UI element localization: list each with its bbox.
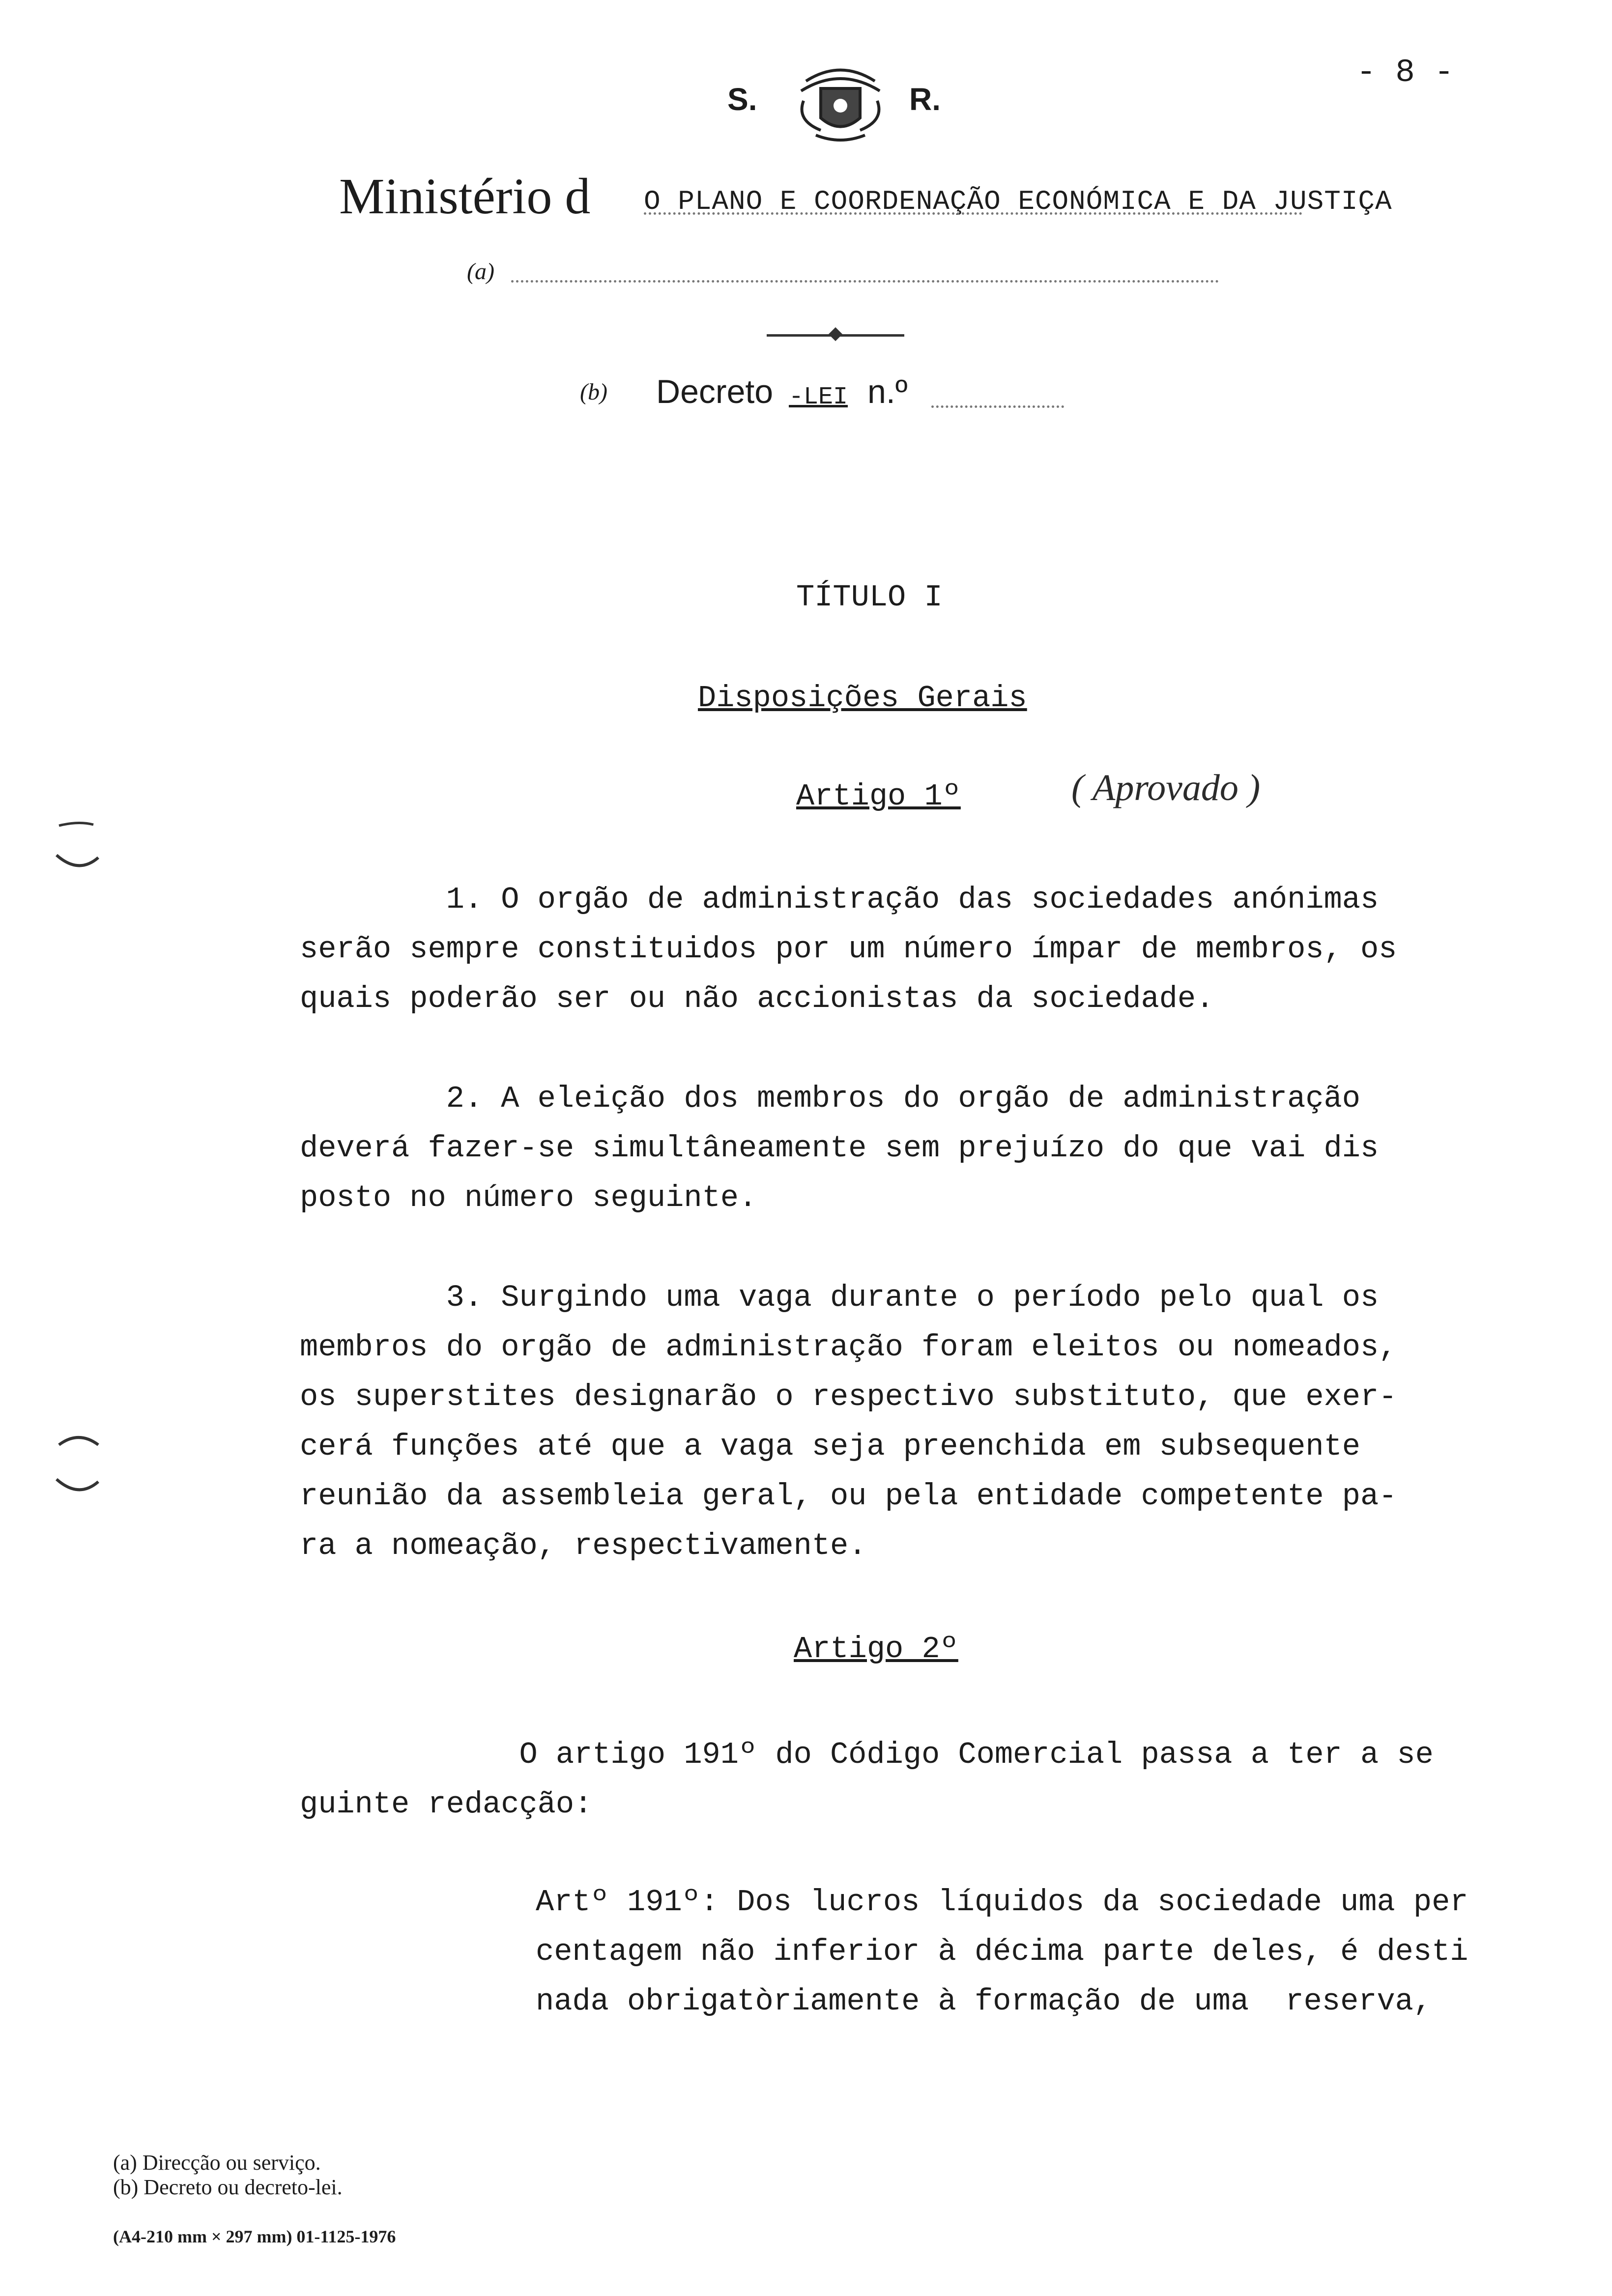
handwritten-note: ( Aprovado )	[1071, 767, 1261, 808]
state-initial-right: R.	[909, 82, 941, 117]
coat-of-arms-icon	[791, 61, 890, 145]
ministry-name: O PLANO E COORDENAÇÃO ECONÓMICA E DA JUSTIÇA	[644, 186, 1392, 217]
article-2-quote: Artº 191º: Dos lucros líquidos da sociedade uma per centagem não inferior à décima parte deles, é desti nada obrigatòriamente à formação de uma reserva,	[536, 1885, 1468, 2019]
footnote-a: (a) Direcção ou serviço.	[113, 2151, 321, 2175]
decree-label: Decreto	[656, 373, 774, 410]
field-a-label: (a)	[467, 258, 494, 285]
title-heading: TÍTULO I	[796, 580, 943, 615]
decree-type: -LEI	[789, 383, 848, 411]
article-1-paragraph-1: 1. O orgão de administração das sociedades anónimas serão sempre constituidos por um número ímpar de membros, os quais poderão ser ou não accionistas da sociedade.	[300, 882, 1397, 1016]
state-initial-left: S.	[727, 82, 757, 117]
subtitle-heading: Disposições Gerais	[698, 681, 1027, 716]
field-b-label: (b)	[580, 379, 607, 405]
decree-number-line	[931, 405, 1064, 408]
article-1-heading: Artigo 1º	[796, 779, 961, 814]
footnote-b: (b) Decreto ou decreto-lei.	[113, 2175, 343, 2199]
divider-diamond-icon	[829, 327, 842, 341]
article-1-paragraph-2: 2. A eleição dos membros do orgão de administração deverá fazer-se simultâneamente sem prejuízo do que vai dis posto no número seguinte.	[300, 1081, 1379, 1215]
ministry-dotted-line	[644, 212, 1302, 215]
article-1-paragraph-3: 3. Surgindo uma vaga durante o período pelo qual os membros do orgão de administração foram eleitos ou nomeados, os superstites designarão o respectivo substituto, que exer- cerá funções até que a vaga seja preenchida em subsequente reunião da assembleia geral, ou pela entidade competente pa- ra a nomeação, respectivamente.	[300, 1280, 1397, 1563]
ministry-label: Ministério d	[339, 168, 591, 225]
article-2-intro: O artigo 191º do Código Comercial passa a ter a se guinte redacção:	[300, 1737, 1434, 1822]
article-2-heading: Artigo 2º	[794, 1632, 958, 1666]
field-a-line	[511, 280, 1219, 283]
form-code: (A4-210 mm × 297 mm) 01-1125-1976	[113, 2227, 396, 2246]
binding-hole-mark-top	[49, 811, 108, 880]
binding-hole-mark-bottom	[49, 1425, 108, 1504]
page-number: - 8 -	[1356, 54, 1454, 91]
decree-number-label: n.º	[867, 373, 908, 410]
